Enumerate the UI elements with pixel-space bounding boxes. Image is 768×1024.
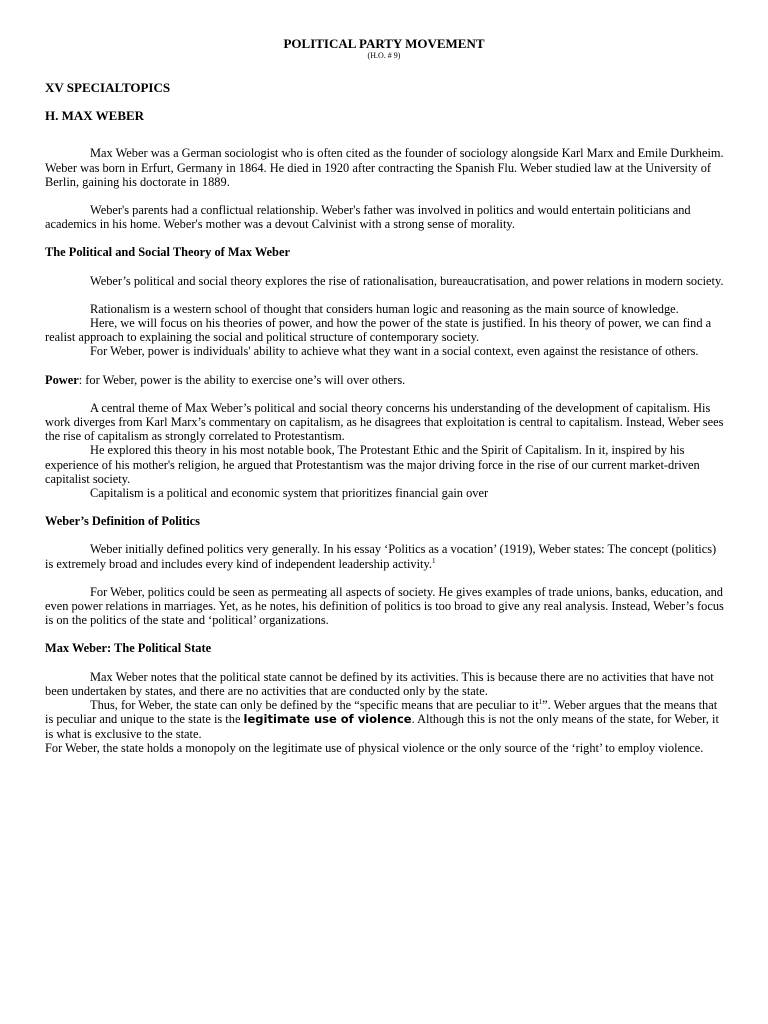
state-heading: Max Weber: The Political State <box>45 641 212 656</box>
paragraph <box>45 698 724 741</box>
paragraph-text: Weber initially defined politics very generally. In his essay ‘Politics as a vocation’ (1919), Weber states: The concept (politics) is extremely broad and includes every kind of independent leadership activity. <box>45 542 717 571</box>
paragraph-text: Thus, for Weber, the state can only be defined by the “specific means that are peculiar to it <box>90 698 539 713</box>
legitimate-violence-emphasis: legitimate use of violence <box>243 712 412 727</box>
section-heading: XV SPECIALTOPICS <box>45 80 171 95</box>
paragraph: He explored this theory in his most notable book, The Protestant Ethic and the Spirit of Capitalism. In it, inspired by his experience of his mother's religion, he argued that Protestantism was the major driving force in the rise of our current market-driven capitalist society. <box>45 443 700 486</box>
power-term: Power <box>45 372 79 387</box>
paragraph: Max Weber was a German sociologist who is often cited as the founder of sociology alongside Karl Marx and Emile Durkheim. Weber was born in Erfurt, Germany in 1864. He died in 1920 after contracting the Spanish Flu. Weber studied law at the University of Berlin, gaining his doctorate in 1889. <box>45 146 724 189</box>
power-definition <box>45 373 724 387</box>
subsection-heading: H. MAX WEBER <box>45 108 145 124</box>
paragraph: Weber’s political and social theory explores the rise of rationalisation, bureaucratisation, and power relations in modern society. <box>90 273 724 288</box>
paragraph <box>45 542 724 570</box>
paragraph: For Weber, politics could be seen as permeating all aspects of society. He gives examples of trade unions, banks, education, and even power relations in marriages. Yet, as he notes, his definition of politics is too broad to give any real analysis. Instead, Weber’s focus is on the politics of the state and ‘political’ organizations. <box>45 584 724 628</box>
paragraph-text: ”. Weber argues that the means that is peculiar and unique to the state is the <box>45 698 718 727</box>
paragraph: For Weber, power is individuals' ability to achieve what they want in a social context, even against the resistance of others. <box>90 344 699 359</box>
paragraph-text: . Although this is not the only means of the state, for Weber, it is what is exclusive to the state. <box>45 712 719 741</box>
document-subtitle: (H.O. # 9) <box>367 51 401 60</box>
paragraph: Weber's parents had a conflictual relationship. Weber's father was involved in politics and would entertain politicians and academics in his home. Weber's mother was a devout Calvinist with a strong sense of morality. <box>45 203 691 232</box>
paragraph: For Weber, the state holds a monopoly on the legitimate use of physical violence or the only source of the ‘right’ to employ violence. <box>45 740 704 755</box>
definition-heading: Weber’s Definition of Politics <box>45 514 200 529</box>
theory-heading: The Political and Social Theory of Max Weber <box>45 245 290 260</box>
paragraph: Capitalism is a political and economic system that prioritizes financial gain over <box>90 486 489 501</box>
power-definition-text: : for Weber, power is the ability to exercise one’s will over others. <box>78 372 406 387</box>
paragraph: A central theme of Max Weber’s political and social theory concerns his understanding of the development of capitalism. His work diverges from Karl Marx’s commentary on capitalism, as he disagrees that exploitation is central to capitalism. Instead, Weber sees the rise of capitalism as strongly correlated to Protestantism. <box>45 400 724 444</box>
paragraph: Rationalism is a western school of thought that considers human logic and reasoning as the main source of knowledge. <box>90 301 679 316</box>
document-title: POLITICAL PARTY MOVEMENT <box>283 36 485 51</box>
paragraph: Max Weber notes that the political state cannot be defined by its activities. This is because there are no activities that have not been undertaken by states, and there are no activities that are conducted only by the state. <box>45 669 714 698</box>
footnote-marker: 1 <box>538 697 543 706</box>
footnote-marker: 1 <box>431 556 436 565</box>
document-body <box>45 81 724 755</box>
paragraph: Here, we will focus on his theories of power, and how the power of the state is justified. In his theory of power, we can find a realist approach to explaining the social and political structure of contemporary society. <box>45 316 712 345</box>
